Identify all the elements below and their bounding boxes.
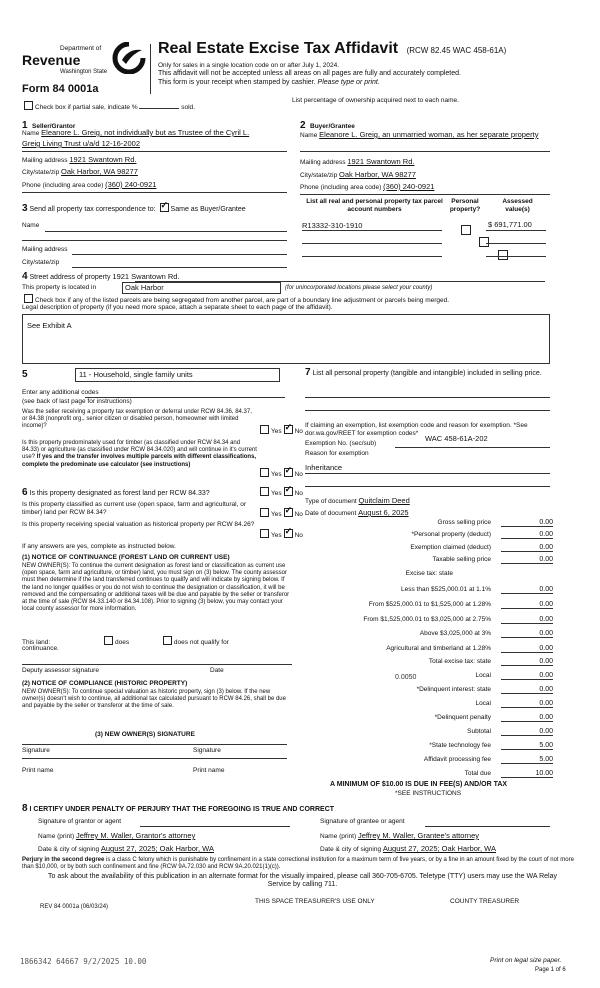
legal-description[interactable]: See Exhibit A xyxy=(22,314,550,364)
grantor-date-city[interactable]: August 27, 2025; Oak Harbor, WA xyxy=(100,844,214,853)
logo-swoosh-icon xyxy=(112,42,146,74)
tax-row: Gross selling price 0.00 xyxy=(437,519,553,526)
tax-row: Subtotal 0.00 xyxy=(467,728,553,735)
tax-row: Taxable selling price 0.00 xyxy=(432,556,553,563)
dor-logo xyxy=(20,42,145,87)
buyer-name[interactable]: Eleanore L. Greig, an unmarried woman, as her separate property xyxy=(319,130,539,139)
minimum-due: A MINIMUM OF $10.00 IS DUE IN FEE(S) AND/OR TAX xyxy=(330,781,508,788)
tax-row: From $525,000.01 to $1,525,000 at 1.28% 0.00 xyxy=(368,601,553,608)
exemption-number[interactable]: WAC 458-61A-202 xyxy=(425,434,488,443)
tax-row: Excise tax: state xyxy=(405,570,453,577)
tax-row: *Personal property (deduct) 0.00 xyxy=(411,531,553,538)
header-sub2: This affidavit will not be accepted unless all areas on all pages are fully and accurately completed. xyxy=(158,70,461,77)
header-sub1: Only for sales in a single location code on or after July 1, 2024. xyxy=(158,62,340,69)
tax-row: Affidavit processing fee 5.00 xyxy=(423,756,553,763)
buyer-mail[interactable]: 1921 Swantown Rd. xyxy=(347,157,415,166)
recording-stamp: 1866342 64667 9/2/2025 10.00 xyxy=(20,957,147,966)
grantee-print-name[interactable]: Jeffrey M. Waller, Grantee's attorney xyxy=(357,831,479,840)
tax-row: *Delinquent interest: state 0.00 xyxy=(416,686,553,693)
tax-row: From $1,525,000.01 to $3,025,000 at 2.75% 0.00 xyxy=(363,616,553,623)
parcel-header: List all real and personal property tax parcel account numbers xyxy=(306,198,443,213)
personal-property-checkbox-2[interactable] xyxy=(479,237,489,247)
dept-line1: Department of xyxy=(60,45,102,52)
perjury-notice: Perjury in the second degree is a class C felony which is punishable by confinement in a state correctional institution for a maximum term of five years, or by a fine in an amount fixed by the court of not more than $10,000, or by both such confinement and fine (RCW 9A.72.030 and RCW 9A.20.021(1)(c)). xyxy=(22,857,574,871)
grantor-print-name[interactable]: Jeffrey M. Waller, Grantor's attorney xyxy=(75,831,196,840)
seller-heading: 1 Seller/Grantor xyxy=(22,120,76,131)
parcel-number[interactable]: R13332-310-1910 xyxy=(302,221,363,230)
document-type[interactable]: Quitclaim Deed xyxy=(358,496,410,505)
form-number: Form 84 0001a xyxy=(22,83,99,95)
seller-phone[interactable]: (360) 240-0921 xyxy=(105,180,157,189)
grantee-date-city[interactable]: August 27, 2025; Oak Harbor, WA xyxy=(382,844,496,853)
buyer-city[interactable]: Oak Harbor, WA 98277 xyxy=(339,170,416,179)
buyer-heading: 2 Buyer/Grantee xyxy=(300,120,355,131)
seller-city[interactable]: Oak Harbor, WA 98277 xyxy=(61,167,138,176)
personal-property-checkbox-3[interactable] xyxy=(498,250,508,260)
partial-sale-checkbox[interactable] xyxy=(24,101,33,110)
tax-row: Above $3,025,000 at 3% 0.00 xyxy=(419,630,553,637)
tax-row: Local 0.00 xyxy=(475,700,553,707)
tax-row: *Delinquent penalty 0.00 xyxy=(434,714,553,721)
exemption-reason[interactable]: Inheritance xyxy=(305,463,343,472)
header-sub3: This form is your receipt when stamped by cashier. Please type or print. xyxy=(158,79,380,86)
buyer-phone[interactable]: (360) 240-0921 xyxy=(383,182,435,191)
personal-property-checkbox-1[interactable] xyxy=(461,225,471,235)
seller-mail[interactable]: 1921 Swantown Rd. xyxy=(69,155,137,164)
street-address[interactable]: 1921 Swantown Rd. xyxy=(112,272,180,281)
partial-sale-row: Check box if partial sale, indicate % sold. xyxy=(22,101,195,112)
tax-row: Exemption claimed (deduct) 0.00 xyxy=(410,544,553,551)
assessed-value[interactable]: $ 691,771.00 xyxy=(488,220,532,229)
ownership-note: List percentage of ownership acquired next to each name. xyxy=(292,97,459,104)
location-select[interactable]: Oak Harbor xyxy=(122,282,281,294)
seller-name[interactable]: Eleanore L. Greig, not individually but as Trustee of the Cyril L. xyxy=(41,128,250,137)
page-title: Real Estate Excise Tax Affidavit (RCW 82.45 WAC 458-61A) xyxy=(158,40,507,57)
accessibility-note: To ask about the availability of this publication in an alternate format for the visually impaired, please call 360-705-6705. Teletype (TTY) users may use the WA Relay Service by calling 711. xyxy=(48,873,557,889)
local-rate: 0.0050 xyxy=(395,674,417,681)
tax-row: Local 0.00 xyxy=(475,672,553,679)
tax-row: Total due 10.00 xyxy=(464,770,553,777)
land-use-code[interactable]: 11 - Household, single family units xyxy=(75,368,280,382)
tax-row: *State technology fee 5.00 xyxy=(429,742,553,749)
tax-row: Less than $525,000.01 at 1.1% 0.00 xyxy=(401,586,553,593)
seller-name-2[interactable]: Greig Living Trust u/a/d 12-16-2002 xyxy=(22,139,140,148)
document-date[interactable]: August 6, 2025 xyxy=(358,508,409,517)
tax-row: Agricultural and timberland at 1.28% 0.00 xyxy=(386,645,553,652)
same-as-buyer-checkbox[interactable] xyxy=(160,203,169,212)
correspondence-row: 3 Send all property tax correspondence to: ✓ Same as Buyer/Grantee xyxy=(22,203,246,215)
dept-line2: Revenue xyxy=(22,52,81,68)
tax-row: Total excise tax: state 0.00 xyxy=(428,658,553,665)
page-number: Page 1 of 6 xyxy=(535,967,566,973)
segregated-checkbox[interactable] xyxy=(24,294,33,303)
dept-line3: Washington State xyxy=(60,69,108,75)
